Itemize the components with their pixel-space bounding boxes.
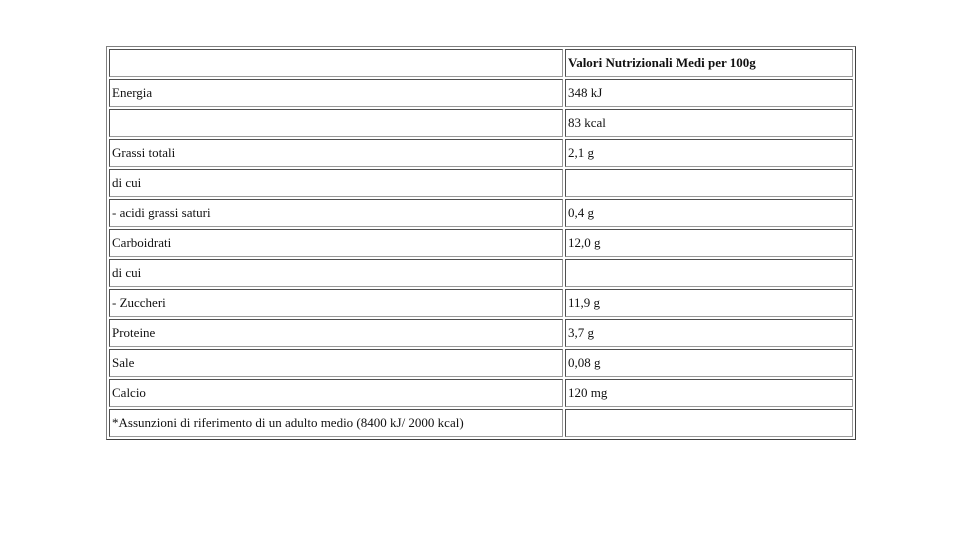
nutrient-label: Sale — [109, 349, 563, 377]
nutrient-value — [565, 169, 853, 197]
nutrient-value: 83 kcal — [565, 109, 853, 137]
nutrient-value: 120 mg — [565, 379, 853, 407]
nutrient-value: 11,9 g — [565, 289, 853, 317]
footnote-cell: *Assunzioni di riferimento di un adulto medio (8400 kJ/ 2000 kcal) — [109, 409, 563, 437]
table-row — [109, 169, 853, 197]
nutrient-value: 348 kJ — [565, 79, 853, 107]
nutrient-label: Calcio — [109, 379, 563, 407]
nutrient-label: Proteine — [109, 319, 563, 347]
nutrient-label: Grassi totali — [109, 139, 563, 167]
header-value-cell: Valori Nutrizionali Medi per 100g — [565, 49, 853, 77]
table-row — [109, 79, 853, 107]
header-label-cell — [109, 49, 563, 77]
table-row — [109, 109, 853, 137]
nutrition-table — [106, 46, 856, 440]
table-row — [109, 139, 853, 167]
table-row — [109, 379, 853, 407]
table-row — [109, 289, 853, 317]
nutrient-value — [565, 409, 853, 437]
table-row — [109, 199, 853, 227]
nutrient-value: 12,0 g — [565, 229, 853, 257]
nutrient-label: di cui — [109, 259, 563, 287]
nutrient-label: - acidi grassi saturi — [109, 199, 563, 227]
table-row — [109, 349, 853, 377]
nutrient-label: Carboidrati — [109, 229, 563, 257]
table-header-row — [109, 49, 853, 77]
table-row — [109, 229, 853, 257]
nutrient-label: - Zuccheri — [109, 289, 563, 317]
nutrient-value: 0,08 g — [565, 349, 853, 377]
nutrient-value: 0,4 g — [565, 199, 853, 227]
table-row — [109, 259, 853, 287]
table-row — [109, 319, 853, 347]
nutrient-value — [565, 259, 853, 287]
nutrient-value: 2,1 g — [565, 139, 853, 167]
table-row — [109, 409, 853, 437]
nutrient-value: 3,7 g — [565, 319, 853, 347]
nutrient-label: Energia — [109, 79, 563, 107]
nutrient-label: di cui — [109, 169, 563, 197]
nutrient-label — [109, 109, 563, 137]
